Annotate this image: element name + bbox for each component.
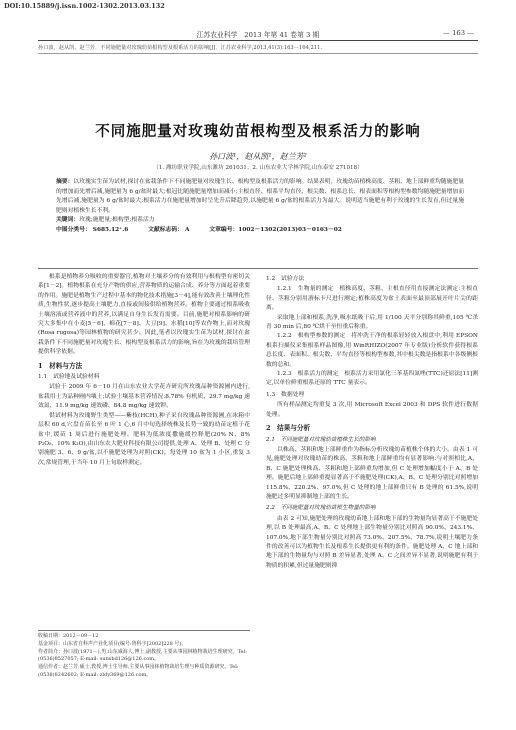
subsection-heading-2-2: 2.2 不同施肥量对玫瑰幼苗根生物量的影响 xyxy=(266,505,376,512)
subsection-heading-1-1: 1.1 试验地及试验材料 xyxy=(38,374,100,381)
author-list: 孙口波¹，赵从凯¹，赵兰芳² xyxy=(209,152,307,161)
keywords-text: 玫瑰;施肥量;根构型;根系活力 xyxy=(79,217,155,224)
section-heading-2: 2 结果与分析 xyxy=(266,424,311,433)
abstract-paragraph xyxy=(56,178,464,216)
left-column xyxy=(38,273,250,468)
intro-paragraph: 根系是植物养分吸收的重要器官,植物对土壤养分的有效利用与根构型有密切关系[1－2]。植物根系在充分产物的供应,营养物质的运输合成、养分等方面起着重要的作用。施肥是植物生产过程中基本的物化技术措施[3－4],能有效改善土壤理化性质,生物性状,逐步提高土壤肥力,直接或间接供给植物营养。植物主要通过根系吸收土壤溶液或营养液中的营养,以满足自身生长发育需要。目前,施肥对根系影响的研究大多集中在小麦[5－6]、棉花[7－8]、大豆[9]、水稻[10]等农作物上,而对玫瑰(Rosa rugosa)等园林植物的研究甚少。因此,笔者以玫瑰实生苗为试材,探讨在盆栽条件下不同施肥量对玫瑰生长、根构型及根系活力的影响,旨在为玫瑰的栽培管理提供科学依据。 xyxy=(38,274,250,356)
paragraph-2-1: 以株高、茎粗和地上部鲜重作为指标分析玫瑰幼苗植株个体的大小。由表 1 可见,施肥处理对玫瑰幼苗的株高、茎粗和地上部鲜重均有显著影响:与对照相比,A、B、C 施肥处理株高、茎粗和地上部鲜重均增加,但 C 处理增加幅度小于 A、B 处理。施肥后地上部鲜重提显著高于不施肥处理(CK),A、B、C 处理分别比对照增加 115.8%、220.2%、97.0%,但 C 处理的地上部鲜重只有 B 处理的 61.5%,说明施肥过多明显抑制地上部的生长。 xyxy=(266,446,478,500)
paragraph-1-1: 试验于 2009 年 6－10 月在山东农业大学花卉研究所玫瑰品种资源圃内进行,盆栽用土为品种圃内壤土;试验土壤基本营养情况:8.78% 有机质、29.7 mg/kg 速效氮、11.9 mg/kg 速效磷、84.8 mg/kg 速效钾。 xyxy=(38,384,250,410)
footnote-block xyxy=(38,630,250,680)
abstract-block xyxy=(56,178,464,236)
affiliation: （1. 潍坊职业学院,山东潍坊 261031；2. 山东农业大学林学院,山东泰安 271018） xyxy=(153,165,363,171)
classification-line xyxy=(56,226,464,236)
paragraph-1-2-1b: 采取地上部和根系,洗净,吸水纸吸干后,用 1/100 天平分别称其鲜重,105 ℃杀青 30 min 后,80 ℃烘干至恒重后称重。 xyxy=(266,314,478,331)
subsection-heading-2-1: 2.1 不同施肥量对玫瑰幼苗植株生长的影响 xyxy=(266,436,376,443)
page-number: — 163 — xyxy=(443,29,474,37)
running-header xyxy=(38,28,478,41)
keywords-label: 关键词： xyxy=(56,217,80,224)
subsection-heading-1-3: 1.3 数据处理 xyxy=(266,391,305,398)
paragraph-1-2-1: 1.2.1 生物量的测定 植株高度、茎粗、主根直径用直接测定法测定:主根直径、茎粗分别用游标卡尺进行测定;植株高度为盆土表面至最顶部展开叶片尖的距离。 xyxy=(266,286,478,312)
paragraph-1-1b: 供试材料为玫瑰野生类型——紫枝(HCH),种子采自玫瑰品种资源圃,在冰箱中层积 60 d,穴盘育苗长至 6 叶 1 心,6 月中旬选择统株及长势一致的幼苗定植于花盆中,缓苗 1 周后进行施肥处理。肥料为低浓度撒施缓控释肥(20% N、8% P₂O₅、10% K₂O),由山东农大肥业科技有限公司提供,处理 A、处理 B、处理 C 分别施肥 3、6、9 g/盆,以不施肥处理为对照(CK)。每处理 10 盆为 1 小区,重复 3 次,常规管理,于当年 10 月上旬取样测定。 xyxy=(38,412,250,466)
article-number: 文章编号：1002－1302(2013)03－0163－02 xyxy=(209,226,342,233)
paragraph-2-2: 由表 2 可知,施肥处理的玫瑰幼苗地上部和地下部的生物量均显著高于不施肥处理,以 B 处理最高,A、B、C 处理地上部生物量分别比对照高 90.0%、243.1%、107.0%,地下部生物量分别比对照高 73.0%、207.5%、78.7%,说明土壤肥力条件的改善可以为植物生长及根系生长提供更有利的条件。施肥处理 A、C 地上部和地下部的生物量均与对照 B 差异显著,处理 A、C 之间差异不显著,说明施肥有利于物质的积累,但过量施肥则抑 xyxy=(266,515,478,569)
fund-info: 基金项目：山东省自科声产业化项目(编号:鲁科字[2002]228 号)。 xyxy=(38,640,187,647)
journal-name: 江苏农业科学 2013 年第 41 卷第 3 期 xyxy=(196,31,320,39)
author-bio: 作者简介：孙口波(1971－),男,山东威海人,博士,副教授,主要从事园林植物栽培生理研究。Tel:(0536)8527057; E-mail: sunsbd126@126.com。 xyxy=(38,648,247,663)
subsection-heading-1-2: 1.2 试验方法 xyxy=(266,276,305,282)
paragraph-1-2-3: 1.2.3 根系活力的测定 根系活力采用氯化三苯基四氮唑(TTC)还原法[11]测定,以单位鲜重根系还原的 TTC 量表示。 xyxy=(266,371,478,387)
received-date: 收稿日期：2012－09－12 xyxy=(38,633,99,639)
right-column xyxy=(266,273,478,571)
citation-line: 孙口波，赵从凯，赵兰芳．不同施肥量对玫瑰幼苗根构型及根系活力的影响[J]．江苏农业科学,2013,41(3):163－164,211. xyxy=(38,44,478,54)
paragraph-1-2-2: 1.2.2 根构型参数的测定 将冲洗干净的根系轻轻放入根盘中,利用 EPSON 根系扫描仪采集根系样品图像,用 WinRHIZO(2007 年专业版)分析软件获得根系总长度、表面积、根尖数、平均直径等根构型参数,其中根尖数是指根系中各级侧根数的总和。 xyxy=(266,333,478,368)
abstract-text: 以玫瑰实生苗为试材,探讨在盆栽条件下不同施肥量对玫瑰生长、根构型及根系活力的影响。结果表明，玫瑰幼苗植株高度、茎粗、地上部鲜重均随施肥量的增加而先增后减,施肥量为 6 g/盆时最大;根冠比随施肥量增加而减小;主根直径、根系平均直径、根尖数、根系总长、根表面积等根构型参数均随施肥量增加而先增后减,施肥量为 6 g/盆时最大;根系活力在施肥量增加时呈先升后降趋势,以施肥量 6 g/盆的根系活力为最大。说明适当施肥有利于玫瑰的生长发育,但过量施肥则对植株生长不利。 xyxy=(56,179,464,214)
clc-number: 中图分类号： S685.12⁺.6 xyxy=(56,226,129,233)
document-code: 文献标志码： A xyxy=(148,226,190,233)
keywords-line xyxy=(56,216,464,226)
abstract-label: 摘要： xyxy=(56,179,74,185)
paper-title: 不同施肥量对玫瑰幼苗根构型及根系活力的影响 xyxy=(95,123,421,140)
corresponding-author: 通信作者：赵兰芳,硕士,教授,博士生导师,主要从事园林植物栽培生理与种质资源研究。Tel:(0538)8242602; E-mail: zldy369@126.com。 xyxy=(38,664,239,678)
paragraph-1-3: 所有样品测定均重复 3 次,用 Microsoft Excel 2003 和 DPS 软件进行数据处理。 xyxy=(266,402,478,418)
section-heading-1: 1 材料与方法 xyxy=(38,361,83,370)
doi-line: DOI:10.15889/j.issn.1002-1302.2013.03.132 xyxy=(4,2,165,10)
section-divider xyxy=(38,268,478,269)
